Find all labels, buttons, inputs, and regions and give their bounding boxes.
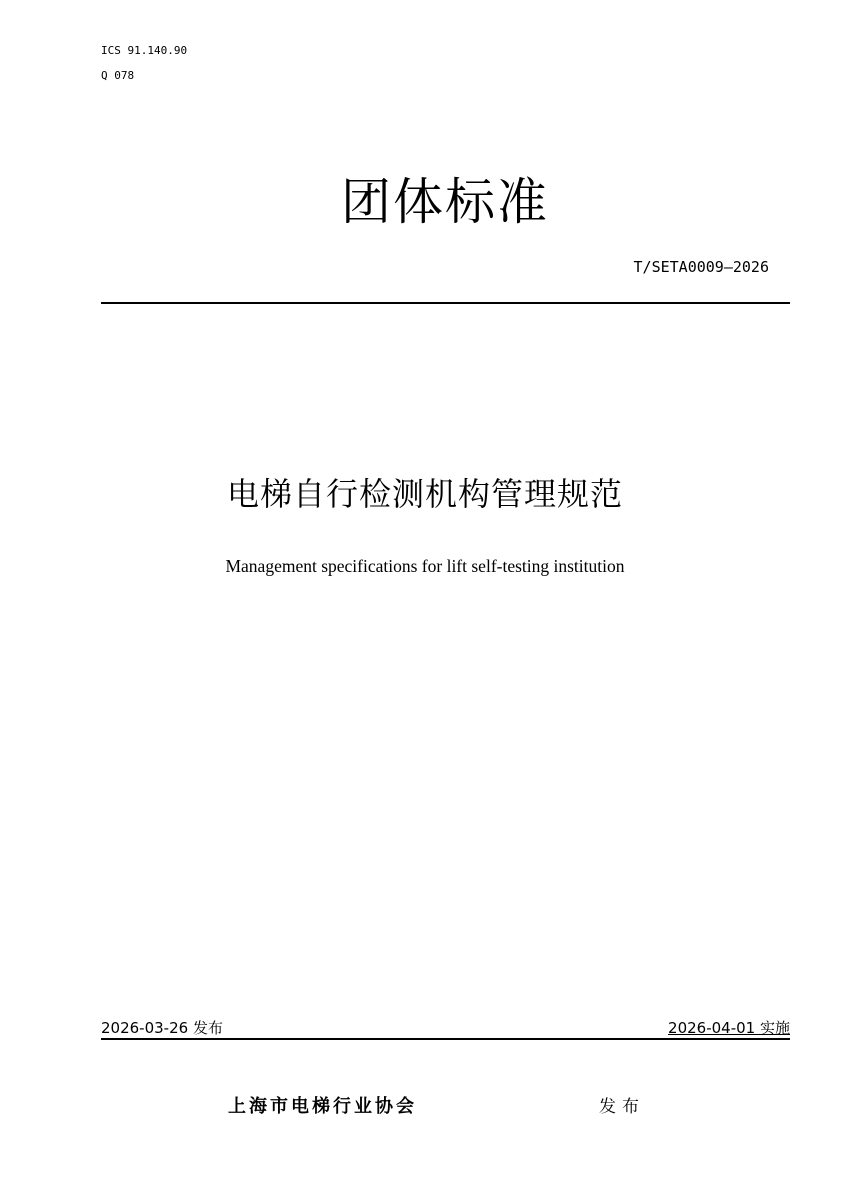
publish-label: 发布 (599, 1097, 645, 1117)
ccs-code: Q 078 (101, 69, 135, 82)
standard-type-heading: 团体标准 (341, 173, 549, 231)
bottom-divider (101, 1038, 790, 1040)
document-title-english: Management specifications for lift self-testing institution (225, 556, 625, 576)
top-divider (101, 302, 790, 304)
ics-code: ICS 91.140.90 (101, 44, 188, 57)
document-title-chinese: 电梯自行检测机构管理规范 (226, 475, 623, 513)
publisher-name: 上海市电梯行业协会 (228, 1096, 417, 1117)
implementation-date: 2026-04-01 实施 (668, 1019, 790, 1037)
issue-date: 2026-03-26 发布 (101, 1019, 223, 1037)
standard-number: T/SETA0009—2026 (633, 258, 769, 276)
